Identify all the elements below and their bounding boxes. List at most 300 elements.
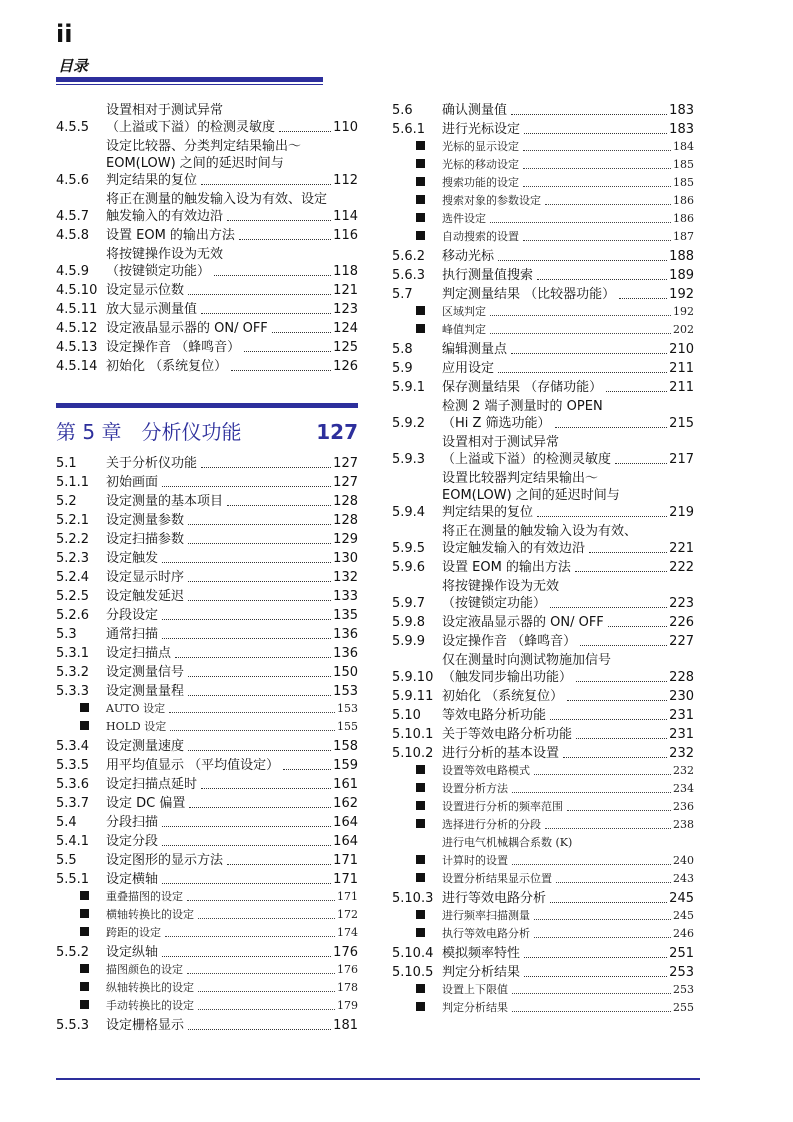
bullet-square-icon — [392, 174, 442, 192]
toc-entry-text: 设定测量量程 — [106, 684, 185, 699]
dot-leader — [162, 826, 331, 827]
toc-entry-page: 171 — [333, 853, 358, 868]
toc-subitem[interactable] — [56, 997, 358, 1015]
toc-entry[interactable] — [56, 795, 358, 812]
toc-entry-page: 184 — [673, 140, 694, 153]
dot-leader — [198, 991, 335, 992]
dot-leader — [201, 467, 331, 468]
toc-subitem[interactable] — [392, 798, 694, 816]
dot-leader — [188, 581, 331, 582]
toc-subitem[interactable] — [56, 924, 358, 942]
toc-entry-number: 4.5.7 — [56, 209, 90, 224]
toc-subitem[interactable] — [56, 700, 358, 718]
toc-entry[interactable] — [56, 550, 358, 567]
toc-entry-line — [442, 156, 694, 174]
toc-entry-line — [106, 997, 358, 1015]
bullet-square-icon — [392, 192, 442, 210]
toc-entry-page: 245 — [669, 891, 694, 906]
chapter-heading[interactable] — [56, 416, 358, 445]
toc-entry[interactable] — [392, 286, 694, 303]
toc-entry-line — [106, 191, 358, 208]
toc-subitem[interactable] — [392, 228, 694, 246]
toc-entry[interactable] — [392, 890, 694, 907]
toc-entry-text: 光标的移动设定 — [442, 158, 519, 171]
toc-entry-number: 5.10.3 — [392, 891, 434, 906]
toc-entry-page: 181 — [333, 1018, 358, 1033]
toc-entry-page: 118 — [333, 264, 358, 279]
toc-subitem[interactable] — [392, 138, 694, 156]
toc-entry-title — [442, 780, 694, 798]
toc-entry-text: 仅在测量时向测试物施加信号 — [442, 653, 612, 668]
toc-entry[interactable] — [392, 379, 694, 396]
toc-entry-line — [442, 890, 694, 907]
dot-leader — [537, 279, 667, 280]
toc-entry-title — [106, 246, 358, 280]
dot-leader — [198, 1009, 335, 1010]
toc-entry-number: 5.3.4 — [56, 739, 90, 754]
toc-entry-page: 210 — [669, 342, 694, 357]
toc-entry[interactable] — [392, 745, 694, 762]
toc-entry-line — [442, 360, 694, 377]
toc-entry-number: 5.7 — [392, 287, 413, 302]
toc-entry[interactable] — [392, 267, 694, 284]
toc-entry-title — [106, 512, 358, 529]
dot-leader — [589, 552, 667, 553]
toc-entry-title — [442, 434, 694, 468]
toc-entry-text: 设定纵轴 — [106, 945, 159, 960]
toc-subitem[interactable] — [56, 961, 358, 979]
toc-entry-line — [442, 451, 694, 468]
toc-entry-number: 5.9.6 — [392, 560, 426, 575]
bullet-square-icon — [392, 210, 442, 228]
bullet-square-icon — [392, 999, 442, 1017]
dot-leader — [490, 333, 671, 334]
toc-entry-number: 4.5.8 — [56, 228, 90, 243]
toc-entry-number: 5.5.1 — [56, 872, 90, 887]
toc-entry-line — [442, 964, 694, 981]
toc-entry-text: 判定测量结果 （比较器功能） — [442, 287, 616, 302]
toc-entry-line — [442, 999, 694, 1017]
toc-entry-text: EOM(LOW) 之间的延迟时间与 — [106, 156, 284, 171]
toc-entry-page: 183 — [669, 122, 694, 137]
toc-entry[interactable] — [56, 626, 358, 643]
dot-leader — [165, 936, 335, 937]
toc-subitem[interactable] — [56, 979, 358, 997]
toc-entry-text: 进行频率扫描测量 — [442, 909, 530, 922]
toc-entry-text: （上溢或下溢）的检测灵敏度 — [106, 120, 276, 135]
dot-leader — [283, 769, 331, 770]
toc-entry-page: 112 — [333, 173, 358, 188]
toc-entry-title — [442, 614, 694, 631]
dot-leader — [187, 973, 335, 974]
toc-entry-title — [106, 944, 358, 961]
toc-entry[interactable] — [56, 246, 358, 280]
dot-leader — [580, 645, 667, 646]
toc-entry-text: 设定扫描点 — [106, 646, 172, 661]
toc-entry-number: 5.1 — [56, 456, 77, 471]
toc-entry-text: 检测 2 端子测量时的 OPEN — [442, 399, 603, 414]
toc-entry-line — [442, 523, 694, 540]
toc-entry-text: 设置分析结果显示位置 — [442, 872, 552, 885]
toc-subitem[interactable] — [392, 321, 694, 339]
dot-leader — [201, 313, 331, 314]
toc-entry[interactable] — [56, 301, 358, 318]
toc-entry-title — [442, 174, 694, 192]
toc-entry-page: 159 — [333, 758, 358, 773]
toc-entry[interactable] — [392, 398, 694, 432]
toc-entry-title — [106, 645, 358, 662]
toc-entry[interactable] — [56, 664, 358, 681]
toc-entry-text: 设定扫描点延时 — [106, 777, 198, 792]
toc-entry[interactable] — [56, 102, 358, 136]
dot-leader — [227, 864, 331, 865]
toc-entry-title — [106, 979, 358, 997]
bullet-square-icon — [392, 798, 442, 816]
toc-entry-number: 5.2.3 — [56, 551, 90, 566]
toc-entry[interactable] — [56, 282, 358, 299]
toc-subitem[interactable] — [56, 888, 358, 906]
dot-leader — [524, 133, 667, 134]
toc-entry-line — [442, 504, 694, 521]
toc-entry[interactable] — [392, 633, 694, 650]
toc-entry-text: 设定横轴 — [106, 872, 159, 887]
toc-entry-page: 188 — [669, 249, 694, 264]
toc-entry-page: 221 — [669, 541, 694, 556]
toc-entry-number: 5.2.5 — [56, 589, 90, 604]
toc-entry-line — [442, 852, 694, 870]
toc-entry-page: 162 — [333, 796, 358, 811]
toc-entry[interactable] — [392, 726, 694, 743]
toc-entry[interactable] — [56, 683, 358, 700]
toc-entry[interactable] — [56, 455, 358, 472]
toc-entry-number: 5.3.6 — [56, 777, 90, 792]
toc-entry-line — [442, 228, 694, 246]
toc-entry-title — [442, 267, 694, 284]
toc-entry-line — [106, 1017, 358, 1034]
toc-subitem[interactable] — [392, 870, 694, 888]
toc-entry-title — [106, 683, 358, 700]
dot-leader — [162, 562, 331, 563]
toc-entry-number: 5.5 — [56, 853, 77, 868]
toc-entry-title — [442, 798, 694, 816]
toc-entry-title — [106, 588, 358, 605]
toc-entry-page: 127 — [333, 456, 358, 471]
toc-entry-number: 5.4 — [56, 815, 77, 830]
toc-entry[interactable] — [56, 738, 358, 755]
toc-entry-page: 255 — [673, 1001, 694, 1014]
toc-entry[interactable] — [56, 607, 358, 624]
toc-subitem[interactable] — [392, 192, 694, 210]
bullet-square-icon — [56, 718, 106, 736]
toc-entry[interactable] — [56, 814, 358, 831]
toc-entry[interactable] — [56, 320, 358, 337]
toc-entry-page: 232 — [669, 746, 694, 761]
toc-entry-page: 123 — [333, 302, 358, 317]
toc-entry-title — [442, 210, 694, 228]
toc-entry[interactable] — [392, 559, 694, 576]
toc-entry-text: 跨距的设定 — [106, 926, 161, 939]
toc-entry-line — [442, 286, 694, 303]
toc-entry-title — [442, 138, 694, 156]
toc-entry-text: 设定显示时序 — [106, 570, 185, 585]
dot-leader — [162, 638, 331, 639]
toc-entry[interactable] — [392, 614, 694, 631]
dot-leader — [188, 1029, 331, 1030]
toc-entry-number: 5.6.3 — [392, 268, 426, 283]
toc-entry[interactable] — [56, 944, 358, 961]
toc-entry-page: 238 — [673, 818, 694, 831]
toc-entry-title — [442, 360, 694, 377]
toc-entry-title — [442, 707, 694, 724]
toc-entry-text: （上溢或下溢）的检测灵敏度 — [442, 452, 612, 467]
toc-entry-number: 5.2.2 — [56, 532, 90, 547]
toc-entry-text: （按键锁定功能） — [106, 264, 211, 279]
dot-leader — [523, 240, 671, 241]
toc-entry-title — [106, 776, 358, 793]
bullet-square-icon — [392, 321, 442, 339]
toc-entry-text: 模拟频率特性 — [442, 946, 521, 961]
toc-list-chapter4 — [56, 102, 358, 375]
dot-leader — [188, 750, 331, 751]
toc-entry-title — [106, 569, 358, 586]
toc-entry-line — [442, 981, 694, 999]
dot-leader — [534, 774, 671, 775]
toc-subitem[interactable] — [392, 834, 694, 870]
toc-entry-text: 移动光标 — [442, 249, 495, 264]
toc-entry-page: 227 — [669, 634, 694, 649]
toc-entry-page: 192 — [669, 287, 694, 302]
dot-leader — [534, 937, 671, 938]
toc-entry-number: 5.1.1 — [56, 475, 90, 490]
toc-entry-line — [442, 578, 694, 595]
dot-leader — [523, 186, 671, 187]
toc-entry-number: 5.9.8 — [392, 615, 426, 630]
toc-entry-page: 219 — [669, 505, 694, 520]
toc-entry-page: 128 — [333, 494, 358, 509]
toc-subitem[interactable] — [392, 981, 694, 999]
toc-entry-title — [442, 228, 694, 246]
toc-entry[interactable] — [392, 945, 694, 962]
bullet-square-icon — [392, 852, 442, 870]
toc-entry[interactable] — [392, 121, 694, 138]
toc-entry-line — [442, 102, 694, 119]
toc-entry-text: 设置上下限值 — [442, 983, 508, 996]
toc-entry-text: 峰值判定 — [442, 323, 486, 336]
toc-entry-line — [442, 870, 694, 888]
toc-subitem[interactable] — [392, 174, 694, 192]
toc-entry-title — [442, 999, 694, 1017]
bullet-square-icon — [392, 780, 442, 798]
toc-entry-page: 186 — [673, 194, 694, 207]
toc-entry-text: 将正在测量的触发输入设为有效、 — [442, 524, 638, 539]
toc-entry-line — [442, 834, 694, 852]
toc-entry-line — [106, 607, 358, 624]
toc-entry[interactable] — [56, 833, 358, 850]
toc-entry-text: 描图颜色的设定 — [106, 963, 183, 976]
toc-entry[interactable] — [56, 358, 358, 375]
toc-entry-number: 5.5.3 — [56, 1018, 90, 1033]
toc-entry-line — [442, 192, 694, 210]
toc-entry-line — [106, 795, 358, 812]
toc-entry-page: 150 — [333, 665, 358, 680]
toc-entry-line — [106, 155, 358, 172]
toc-subitem[interactable] — [392, 780, 694, 798]
toc-entry[interactable] — [56, 512, 358, 529]
toc-entry-line — [106, 814, 358, 831]
toc-entry-line — [442, 303, 694, 321]
dot-leader — [162, 845, 331, 846]
dot-leader — [576, 738, 667, 739]
dot-leader — [512, 864, 671, 865]
toc-entry-page: 245 — [673, 909, 694, 922]
toc-entry-line — [442, 798, 694, 816]
toc-entry-text: 搜索功能的设定 — [442, 176, 519, 189]
toc-entry-text: 进行分析的基本设置 — [442, 746, 560, 761]
toc-entry-number: 5.5.2 — [56, 945, 90, 960]
dot-leader — [534, 919, 671, 920]
toc-subitem[interactable] — [392, 816, 694, 834]
toc-entry[interactable] — [392, 523, 694, 557]
dot-leader — [619, 298, 667, 299]
toc-entry-text: 设定液晶显示器的 ON/ OFF — [442, 615, 604, 630]
toc-entry-title — [106, 664, 358, 681]
toc-entry-text: 设置分析方法 — [442, 782, 508, 795]
toc-entry-title — [106, 738, 358, 755]
toc-entry-page: 121 — [333, 283, 358, 298]
toc-subitem[interactable] — [392, 156, 694, 174]
toc-subitem[interactable] — [392, 925, 694, 943]
toc-entry-number: 5.9.9 — [392, 634, 426, 649]
dot-leader — [567, 700, 667, 701]
toc-entry-title — [442, 834, 694, 870]
toc-entry-line — [106, 512, 358, 529]
toc-entry-line — [106, 358, 358, 375]
toc-entry[interactable] — [392, 707, 694, 724]
toc-subitem[interactable] — [392, 907, 694, 925]
toc-entry-page: 178 — [337, 981, 358, 994]
toc-entry[interactable] — [56, 757, 358, 774]
toc-entry-title — [442, 633, 694, 650]
toc-entry[interactable] — [56, 227, 358, 244]
toc-entry-title — [106, 700, 358, 718]
toc-entry[interactable] — [56, 871, 358, 888]
dot-leader — [512, 1011, 671, 1012]
toc-entry[interactable] — [56, 569, 358, 586]
toc-entry-page: 176 — [333, 945, 358, 960]
toc-entry-line — [106, 282, 358, 299]
toc-subitem[interactable] — [392, 210, 694, 228]
toc-entry-title — [442, 688, 694, 705]
toc-entry[interactable] — [392, 652, 694, 686]
toc-entry[interactable] — [56, 1017, 358, 1034]
toc-subitem[interactable] — [392, 762, 694, 780]
toc-subitem[interactable] — [56, 906, 358, 924]
toc-entry[interactable] — [56, 852, 358, 869]
bullet-square-icon — [392, 870, 442, 888]
toc-entry[interactable] — [56, 138, 358, 189]
toc-entry-page: 236 — [673, 800, 694, 813]
toc-entry-text: 将正在测量的触发输入设为有效、设定 — [106, 192, 328, 207]
bullet-square-icon — [56, 997, 106, 1015]
toc-entry-text: AUTO 设定 — [106, 702, 166, 715]
chapter-title: 第 5 章 分析仪功能 — [56, 420, 242, 444]
toc-subitem[interactable] — [392, 303, 694, 321]
toc-entry[interactable] — [392, 688, 694, 705]
toc-entry-text: 放大显示测量值 — [106, 302, 198, 317]
toc-entry-title — [442, 925, 694, 943]
dot-leader — [555, 427, 668, 428]
toc-entry-text: 设定测量的基本项目 — [106, 494, 224, 509]
toc-entry[interactable] — [56, 474, 358, 491]
toc-entry-page: 179 — [337, 999, 358, 1012]
toc-entry-title — [106, 906, 358, 924]
toc-entry-line — [106, 944, 358, 961]
toc-entry-title — [106, 795, 358, 812]
toc-entry-line — [106, 833, 358, 850]
toc-entry-page: 136 — [333, 627, 358, 642]
toc-entry-line — [442, 816, 694, 834]
toc-entry-page: 226 — [669, 615, 694, 630]
toc-entry-page: 189 — [669, 268, 694, 283]
toc-entry[interactable] — [56, 776, 358, 793]
toc-subitem[interactable] — [392, 999, 694, 1017]
toc-entry-text: 手动转换比的设定 — [106, 999, 194, 1012]
toc-entry-text: （触发同步输出功能） — [442, 670, 573, 685]
toc-entry-text: 设定操作音 （蜂鸣音） — [106, 340, 241, 355]
toc-subitem[interactable] — [56, 718, 358, 736]
toc-entry[interactable] — [392, 102, 694, 119]
toc-entry-text: 通常扫描 — [106, 627, 159, 642]
toc-entry[interactable] — [56, 588, 358, 605]
toc-entry-title — [106, 961, 358, 979]
toc-entry[interactable] — [392, 964, 694, 981]
toc-entry[interactable] — [56, 493, 358, 510]
toc-entry[interactable] — [392, 341, 694, 358]
toc-entry[interactable] — [56, 531, 358, 548]
toc-entry-text: 计算时的设置 — [442, 854, 508, 867]
toc-entry-page: 253 — [669, 965, 694, 980]
toc-entry-line — [106, 301, 358, 318]
toc-entry[interactable] — [392, 578, 694, 612]
toc-entry-page: 116 — [333, 228, 358, 243]
toc-left-column — [56, 100, 358, 1034]
toc-entry-title — [442, 121, 694, 138]
toc-entry[interactable] — [392, 248, 694, 265]
toc-entry[interactable] — [392, 470, 694, 521]
toc-entry-page: 246 — [673, 927, 694, 940]
toc-entry-page: 223 — [669, 596, 694, 611]
toc-entry-line — [106, 119, 358, 136]
toc-entry-text: 将按键操作设为无效 — [106, 247, 224, 262]
toc-entry-text: 自动搜索的设置 — [442, 230, 519, 243]
toc-entry-title — [442, 578, 694, 612]
dot-leader — [201, 788, 331, 789]
toc-entry-title — [106, 455, 358, 472]
dot-leader — [490, 315, 671, 316]
toc-entry-page: 132 — [333, 570, 358, 585]
toc-entry-text: 搜索对象的参数设定 — [442, 194, 541, 207]
toc-entry[interactable] — [392, 434, 694, 468]
toc-entry[interactable] — [56, 645, 358, 662]
toc-entry-page: 126 — [333, 359, 358, 374]
toc-entry[interactable] — [56, 339, 358, 356]
toc-entry[interactable] — [56, 191, 358, 225]
toc-entry-line — [106, 757, 358, 774]
toc-entry-page: 186 — [673, 212, 694, 225]
dot-leader — [162, 619, 331, 620]
toc-entry[interactable] — [392, 360, 694, 377]
toc-entry-line — [106, 102, 358, 119]
